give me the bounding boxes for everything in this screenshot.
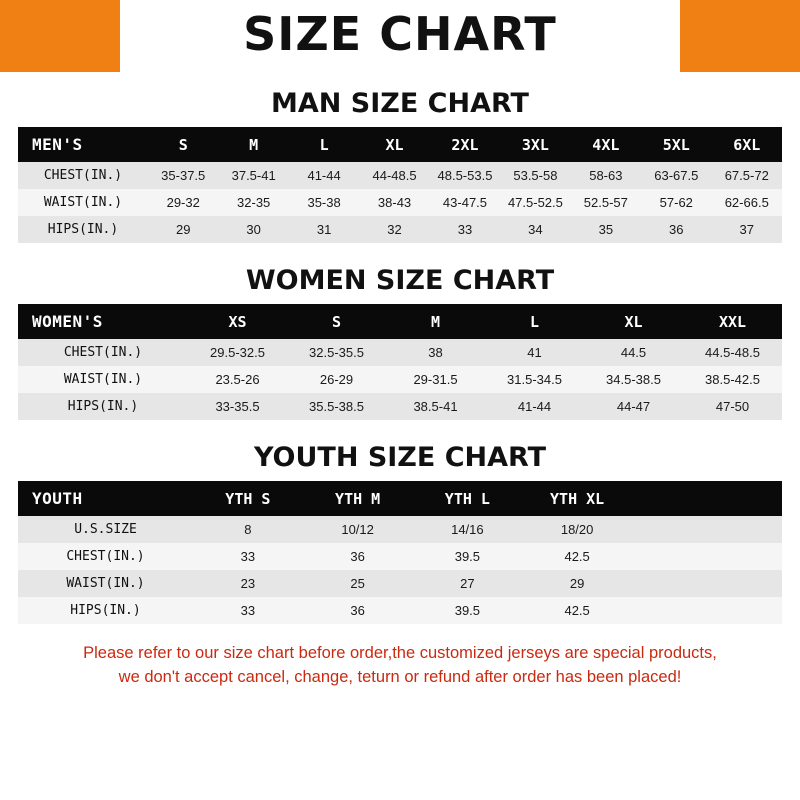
youth-size-table — [18, 481, 782, 624]
women-header-xxl: XXL — [718, 312, 747, 331]
cell: 44-48.5 — [372, 168, 417, 183]
cell: 18/20 — [560, 522, 594, 537]
women-header-l: L — [529, 312, 540, 331]
footer-note — [18, 642, 782, 690]
cell: 42.5 — [564, 549, 590, 564]
cell: 34.5-38.5 — [606, 372, 661, 387]
women-size-table — [18, 304, 782, 420]
cell: 57-62 — [659, 195, 693, 210]
row-label: WAIST(IN.) — [66, 576, 145, 591]
row-label: CHEST(IN.) — [63, 345, 143, 360]
cell: 10/12 — [341, 522, 374, 537]
men-header-l: L — [319, 135, 329, 154]
cell: 33 — [240, 603, 256, 618]
cell: 35.5-38.5 — [309, 399, 364, 414]
cell: 41-44 — [517, 399, 552, 414]
row-label: HIPS(IN.) — [67, 399, 139, 414]
cell: 48.5-53.5 — [437, 168, 493, 183]
cell: 44.5-48.5 — [705, 345, 760, 360]
table-row — [18, 543, 782, 570]
cell: 31.5-34.5 — [507, 372, 562, 387]
row-label: CHEST(IN.) — [66, 549, 145, 564]
cell: 23.5-26 — [215, 372, 260, 387]
women-header-xl: XL — [624, 312, 643, 331]
men-header-5xl: 5XL — [662, 135, 690, 154]
cell: 25 — [350, 576, 365, 591]
table-row — [18, 393, 782, 420]
cell: 29.5-32.5 — [210, 345, 265, 360]
row-label: HIPS(IN.) — [47, 222, 119, 237]
cell — [632, 597, 782, 624]
page-title: SIZE CHART — [243, 7, 557, 61]
youth-header-yth-s: YTH S — [225, 489, 271, 508]
cell: 63-67.5 — [654, 168, 699, 183]
cell: 37 — [739, 222, 754, 237]
cell: 39.5 — [454, 603, 481, 618]
women-table-head — [18, 304, 782, 339]
row-label: CHEST(IN.) — [43, 168, 123, 183]
cell: 32 — [387, 222, 402, 237]
cell: 36 — [669, 222, 684, 237]
cell: 47.5-52.5 — [507, 195, 563, 210]
cell: 33-35.5 — [215, 399, 260, 414]
youth-table-body — [18, 516, 782, 624]
cell: 38 — [428, 345, 443, 360]
cell — [632, 570, 782, 597]
cell: 35-38 — [307, 195, 341, 210]
cell: 37.5-41 — [231, 168, 276, 183]
youth-header-blank — [632, 481, 782, 516]
cell: 44.5 — [620, 345, 647, 360]
table-row — [18, 516, 782, 543]
table-row — [18, 570, 782, 597]
cell — [632, 516, 782, 543]
cell: 38.5-42.5 — [705, 372, 760, 387]
women-header-xs: XS — [228, 312, 247, 331]
youth-header-label: YOUTH — [32, 489, 83, 508]
men-size-table — [18, 127, 782, 243]
content — [0, 88, 800, 690]
footer-line-1: Please refer to our size chart before order,the customized jerseys are special products, — [83, 644, 717, 662]
table-header-row — [18, 481, 782, 516]
cell: 33 — [240, 549, 256, 564]
women-header-m: M — [430, 312, 441, 331]
men-header-label: MEN'S — [32, 135, 83, 154]
cell: 44-47 — [616, 399, 651, 414]
cell: 36 — [350, 603, 365, 618]
cell: 14/16 — [451, 522, 484, 537]
cell: 67.5-72 — [724, 168, 769, 183]
youth-section-title: YOUTH SIZE CHART — [253, 442, 547, 473]
cell: 8 — [244, 522, 252, 537]
cell: 47-50 — [715, 399, 750, 414]
cell: 42.5 — [564, 603, 590, 618]
men-table-body — [18, 162, 782, 243]
cell: 58-63 — [589, 168, 623, 183]
banner-inner — [120, 0, 680, 72]
cell: 29 — [175, 222, 191, 237]
cell: 30 — [246, 222, 261, 237]
women-header-label: WOMEN'S — [32, 312, 103, 331]
row-label: HIPS(IN.) — [70, 603, 141, 618]
table-row — [18, 366, 782, 393]
men-table-head — [18, 127, 782, 162]
women-header-s: S — [331, 312, 342, 331]
cell: 38.5-41 — [413, 399, 458, 414]
table-row — [18, 189, 782, 216]
women-section-title: WOMEN SIZE CHART — [245, 265, 555, 296]
cell: 33 — [457, 222, 473, 237]
cell — [632, 543, 782, 570]
table-row — [18, 216, 782, 243]
men-section-title: MAN SIZE CHART — [271, 88, 529, 119]
table-row — [18, 162, 782, 189]
cell: 27 — [460, 576, 475, 591]
cell: 41 — [527, 345, 542, 360]
cell: 38-43 — [377, 195, 412, 210]
footer-line-2: we don't accept cancel, change, teturn or refund after order has been placed! — [118, 667, 682, 686]
cell: 29-32 — [166, 195, 200, 210]
men-header-6xl: 6XL — [733, 135, 761, 154]
row-label: WAIST(IN.) — [43, 195, 123, 210]
women-table-body — [18, 339, 782, 420]
men-header-m: M — [249, 135, 259, 154]
cell: 26-29 — [319, 372, 354, 387]
cell: 29 — [569, 576, 585, 591]
cell: 62-66.5 — [724, 195, 769, 210]
cell: 31 — [316, 222, 332, 237]
men-header-2xl: 2XL — [451, 135, 479, 154]
cell: 32.5-35.5 — [309, 345, 364, 360]
cell: 35-37.5 — [161, 168, 206, 183]
cell: 32-35 — [237, 195, 271, 210]
banner — [0, 0, 800, 72]
youth-header-yth-xl: YTH XL — [550, 489, 605, 508]
youth-header-yth-m: YTH M — [335, 489, 381, 508]
youth-header-yth-l: YTH L — [444, 489, 490, 508]
table-row — [18, 339, 782, 366]
cell: 23 — [240, 576, 256, 591]
men-header-s: S — [178, 135, 188, 154]
row-label: U.S.SIZE — [74, 522, 137, 537]
cell: 41-44 — [307, 168, 341, 183]
cell: 34 — [528, 222, 543, 237]
cell: 53.5-58 — [513, 168, 558, 183]
table-row — [18, 597, 782, 624]
cell: 43-47.5 — [442, 195, 488, 210]
men-header-4xl: 4XL — [592, 135, 620, 154]
cell: 35 — [598, 222, 614, 237]
men-header-3xl: 3XL — [521, 135, 549, 154]
men-header-xl: XL — [385, 135, 404, 154]
cell: 52.5-57 — [583, 195, 628, 210]
table-header-row — [18, 127, 782, 162]
cell: 39.5 — [454, 549, 481, 564]
table-header-row — [18, 304, 782, 339]
cell: 36 — [350, 549, 365, 564]
youth-table-head — [18, 481, 782, 516]
cell: 29-31.5 — [413, 372, 458, 387]
row-label: WAIST(IN.) — [63, 372, 143, 387]
